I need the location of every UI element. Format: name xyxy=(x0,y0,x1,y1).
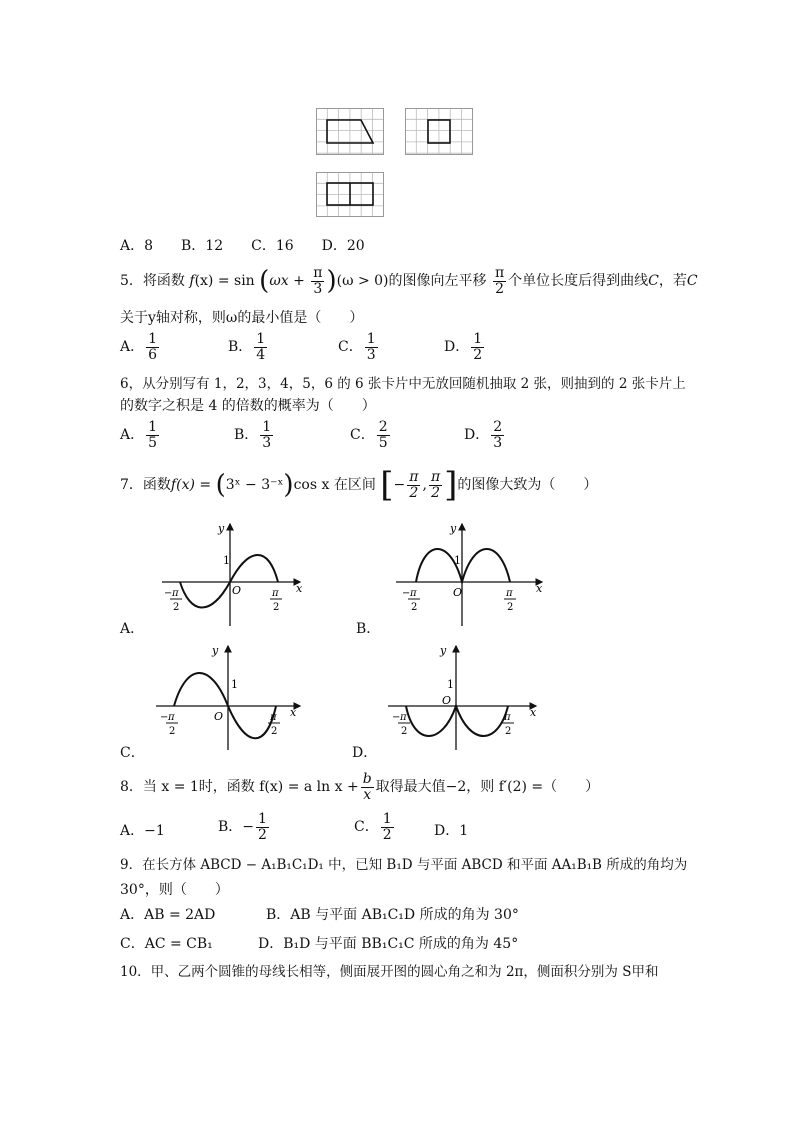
q9-line2: 30°，则（ ） xyxy=(120,882,229,898)
svg-text:y: y xyxy=(450,522,457,535)
svg-text:1: 1 xyxy=(223,554,230,567)
svg-text:2: 2 xyxy=(507,602,514,613)
q9-line1: 9．在长方体 ABCD − A₁B₁C₁D₁ 中，已知 B₁D 与平面 ABCD 和平面 AA₁B₁B 所成的角均为 xyxy=(120,857,688,873)
svg-text:x: x xyxy=(536,582,543,595)
svg-text:2: 2 xyxy=(273,602,280,613)
q6-line2: 的数字之积是 4 的倍数的概率为（ ） xyxy=(120,398,376,414)
three-view-top xyxy=(316,172,384,217)
q7-graph-b xyxy=(390,518,550,630)
q7-lo: $\frac{\pi}{2}$ xyxy=(409,469,419,501)
svg-text:y: y xyxy=(440,644,447,657)
q9-opt-d: D．B₁D 与平面 BB₁C₁C 所成的角为 45° xyxy=(258,936,519,952)
svg-text:−: − xyxy=(160,712,169,723)
q8-stem xyxy=(120,772,599,802)
svg-text:−: − xyxy=(402,588,411,599)
three-view-front xyxy=(316,108,384,155)
q9-opt-b: B．AB 与平面 AB₁C₁D 所成的角为 30° xyxy=(266,907,519,923)
svg-text:π: π xyxy=(172,588,179,599)
q5-comma: ，若 xyxy=(658,273,687,290)
q5-cond: (ω > 0)的图像向左平移 xyxy=(336,273,487,290)
q7-fx: f(x) = xyxy=(170,477,212,494)
q6-opt-a: A． $\frac{1}{5}$ xyxy=(120,419,158,451)
q7-label-a: A． xyxy=(120,621,145,637)
svg-text:2: 2 xyxy=(411,602,418,613)
svg-text:O: O xyxy=(442,694,452,707)
svg-text:y: y xyxy=(212,644,219,657)
svg-text:π: π xyxy=(400,712,407,723)
q7-label-b: B． xyxy=(356,621,381,637)
svg-text:1: 1 xyxy=(454,554,461,567)
svg-text:π: π xyxy=(168,712,175,723)
q7-graph-a xyxy=(150,518,310,630)
q5-wx: ωx + xyxy=(269,273,305,290)
svg-text:π: π xyxy=(270,712,277,723)
svg-text:2: 2 xyxy=(505,726,512,737)
q6-opt-c: C． $\frac{2}{5}$ xyxy=(350,419,388,451)
q5-pi-over-2: $\frac{\pi}{2}$ xyxy=(494,265,505,297)
q6-opt-b: B． $\frac{1}{3}$ xyxy=(234,419,272,451)
svg-text:O: O xyxy=(214,710,224,723)
q7-stem: 7．函数f(x) = (3ˣ − 3⁻ˣ)cos x 在区间 [− $\frac{\pi}{2}$ , $\frac{\pi}{2}$ ]的图像大致为（ ） xyxy=(120,465,598,506)
svg-text:y: y xyxy=(218,522,225,535)
q4-options: A．8 B．12 C．16 D．20 xyxy=(120,238,365,254)
q9-opt-c: C．AC = CB₁ xyxy=(120,936,213,952)
three-view-side xyxy=(405,108,473,155)
q5-opt-a: A． $\frac{1}{6}$ xyxy=(120,331,158,363)
svg-text:O: O xyxy=(453,586,463,599)
q7-graph-d xyxy=(384,640,544,752)
q5-shift-text: 个单位长度后得到曲线 xyxy=(508,273,649,290)
svg-text:1: 1 xyxy=(447,678,454,691)
svg-text:O: O xyxy=(232,584,242,597)
q6-opt-d: D． $\frac{2}{3}$ xyxy=(464,419,503,451)
q8-opt-a: A．−1 xyxy=(120,823,165,839)
svg-text:−: − xyxy=(392,712,401,723)
q6-options xyxy=(120,420,680,460)
q5-f: f xyxy=(189,273,195,290)
q8-options xyxy=(120,812,680,852)
svg-text:π: π xyxy=(272,588,279,599)
q5-fx: (x) = sin xyxy=(194,273,255,290)
q7-expr: 3ˣ − 3⁻ˣ xyxy=(225,477,284,494)
q5-curve-C: C xyxy=(648,273,659,290)
q8-prefix: 8．当 x = 1时，函数 f(x) = a ln x + xyxy=(120,779,359,796)
q8-suffix: 取得最大值−2，则 f′(2) =（ ） xyxy=(375,779,600,796)
q5-pi-over-3: $\frac{\pi}{3}$ xyxy=(313,265,323,297)
svg-text:x: x xyxy=(530,706,537,719)
q5-number: 5．将函数 xyxy=(120,273,185,290)
q7-bracket-close: ] xyxy=(444,465,458,506)
q9-opt-a: A．AB = 2AD xyxy=(120,907,216,923)
q7-prefix: 7．函数 xyxy=(120,477,171,494)
q5-opt-d: D． $\frac{1}{2}$ xyxy=(444,331,483,363)
svg-text:x: x xyxy=(290,706,297,719)
svg-text:π: π xyxy=(506,588,513,599)
q5-opt-b: B． $\frac{1}{4}$ xyxy=(228,331,266,363)
svg-text:π: π xyxy=(410,588,417,599)
q7-hi: $\frac{\pi}{2}$ xyxy=(430,469,441,501)
svg-text:x: x xyxy=(296,582,303,595)
q5-paren-close: ) xyxy=(326,266,337,297)
svg-text:2: 2 xyxy=(169,726,176,737)
q8-opt-c: C． $\frac{1}{2}$ xyxy=(354,811,392,843)
q5-line2: 关于y轴对称，则ω的最小值是（ ） xyxy=(120,310,364,326)
svg-text:2: 2 xyxy=(173,602,180,613)
q8-b-over-x: $\frac{b}{x}$ xyxy=(362,771,372,803)
q7-suffix: 的图像大致为（ ） xyxy=(457,477,598,494)
q5-stem xyxy=(120,266,698,296)
q5-paren-open: ( xyxy=(259,266,270,297)
q8-opt-b: B．− $\frac{1}{2}$ xyxy=(218,811,267,843)
q7-paren-open: ( xyxy=(215,470,226,501)
q7-bracket-open: [ xyxy=(380,465,394,506)
svg-text:π: π xyxy=(504,712,511,723)
q5-opt-c: C． $\frac{1}{3}$ xyxy=(338,331,376,363)
q8-opt-d: D．1 xyxy=(434,823,469,839)
q7-minus: − xyxy=(393,477,406,494)
q5-options xyxy=(120,332,680,372)
svg-text:−: − xyxy=(164,588,173,599)
q6-line1: 6，从分别写有 1，2，3，4，5，6 的 6 张卡片中无放回随机抽取 2 张，则抽到的 2 张卡片上 xyxy=(120,376,686,392)
q7-paren-close: ) xyxy=(283,470,294,501)
svg-text:2: 2 xyxy=(271,726,278,737)
q7-label-d: D． xyxy=(352,745,378,761)
q10-line1: 10．甲、乙两个圆锥的母线长相等，侧面展开图的圆心角之和为 2π，侧面积分别为 S甲和 xyxy=(120,964,659,980)
q7-cos: cos x 在区间 xyxy=(293,477,376,494)
svg-text:1: 1 xyxy=(231,678,238,691)
q7-label-c: C． xyxy=(120,745,145,761)
q7-graph-c xyxy=(150,640,310,752)
q5-curve-C2: C xyxy=(686,273,698,290)
svg-text:2: 2 xyxy=(401,726,408,737)
